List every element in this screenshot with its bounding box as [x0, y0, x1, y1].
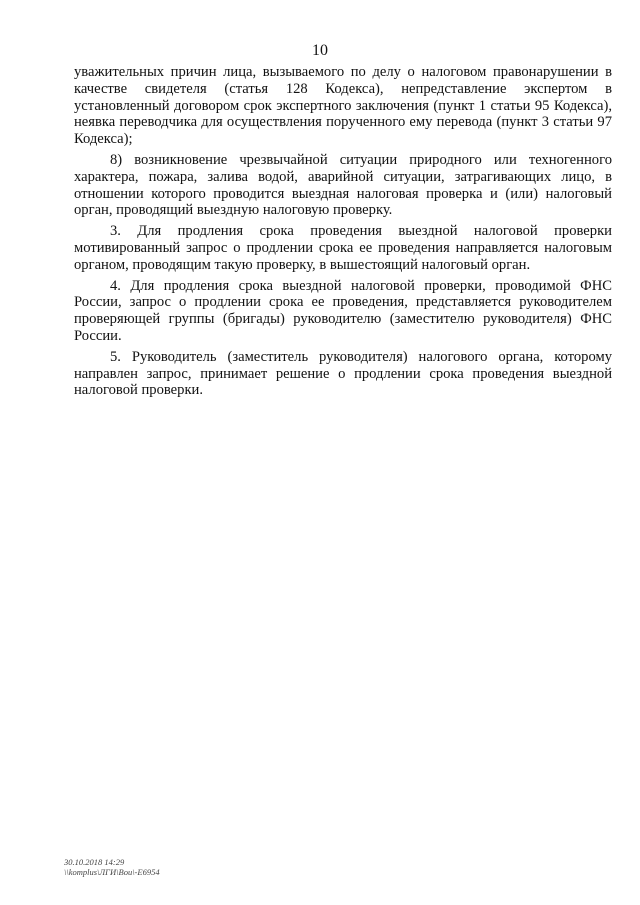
paragraph-4: 4. Для продления срока выездной налоговой проверки, проводимой ФНС России, запрос о продлении срока ее проведения, представляется руководителем проверяющей группы (бригады) руководителю (заместителю руководителя) ФНС России. [74, 277, 612, 344]
page-number: 10 [312, 42, 328, 59]
document-body [74, 64, 612, 403]
paragraph-3: 3. Для продления срока проведения выездной налоговой проверки мотивированный запрос о продлении срока ее проведения направляется налоговым органом, проводящим такую проверку, в вышестоящий налоговый орган. [74, 223, 612, 273]
paragraph-item-8: 8) возникновение чрезвычайной ситуации природного или техногенного характера, пожара, залива водой, аварийной ситуации, затрагивающих лицо, в отношении которого проводится выездная налоговая проверка и (или) налоговый орган, проводящий выездную налоговую проверку. [74, 151, 612, 219]
footer-stamp [64, 857, 160, 877]
paragraph-continuation: уважительных причин лица, вызываемого по делу о налоговом правонарушении в качестве свидетеля (статья 128 Кодекса), непредставление экспертом в установленный договором срок экспертного заключения (пункт 1 статьи 95 Кодекса), неявка переводчика для осуществления порученного ему перевода (пункт 3 статьи 97 Кодекса); [74, 64, 612, 148]
footer-file-path: \\komplus\ЛГИ\Вои\-Е6954 [64, 867, 160, 877]
paragraph-5: 5. Руководитель (заместитель руководителя) налогового органа, которому направлен запрос, принимает решение о продлении срока проведения выездной налоговой проверки. [74, 348, 612, 399]
footer-timestamp: 30.10.2018 14:29 [64, 857, 125, 867]
